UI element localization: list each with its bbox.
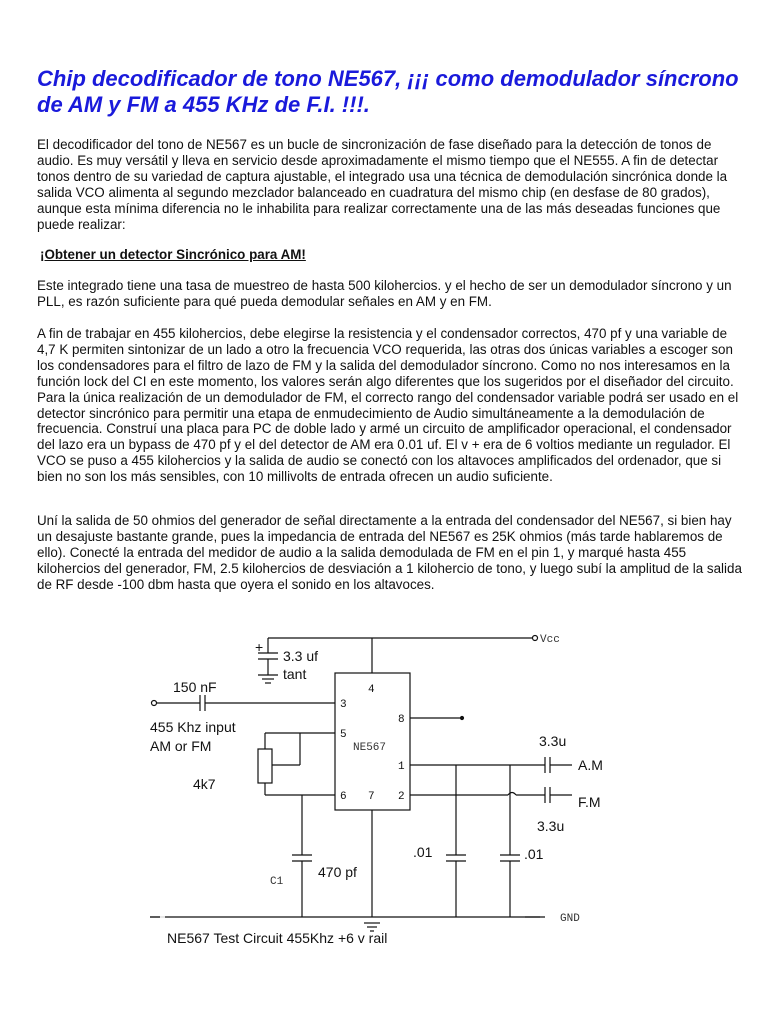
output-cap-am-value: 3.3u (539, 733, 567, 749)
pin-7-label: 7 (368, 791, 375, 803)
vcc-label: Vcc (540, 634, 560, 646)
chip-label: NE567 (353, 742, 387, 754)
paragraph-sample-rate: Este integrado tiene una tasa de muestreo de hasta 500 kilohercios. y el hecho de ser un demodulador síncrono y un PLL, es razón suficiente para qué pueda demodular señales en AM y en FM. (37, 278, 732, 309)
tant-plus-sign: + (255, 639, 264, 655)
c1-name: C1 (270, 876, 284, 888)
input-cap-value: 150 nF (173, 679, 217, 695)
paragraph-intro: El decodificador del tono de NE567 es un bucle de sincronización de fase diseñado para la detección de tonos de audio. Es muy versátil y lleva en servicio desde aproximadamente el mismo tiempo que el NE555. A fin de detectar tonos dentro de su variedad de captura ajustable, el integrado usa una técnica de demodulación sincrónica donde la salida VCO alimenta al segundo mezclador balanceado en cuadratura del mismo chip (en desfase de 80 grados), aunque esta mínima diferencia no le inhabilita para realizar correctamente una de las más deseadas funciones que puede realizar: (37, 137, 728, 232)
paragraph-455khz: A fin de trabajar en 455 kilohercios, debe elegirse la resistencia y el condensador correctos, 470 pf y una variable de 4,7 K permiten sintonizar de un lado a otro la frecuencia VCO requerida, las otras dos únicas variables a escoger son los condensadores para el filtro de lazo de FM y la salida del demodulador síncrono. Como no nos interesamos en la función lock del CI en este momento, los valores serán algo diferentes que los sugeridos por el diseñador del circuito. Para la única realización de un demodulador de FM, el correcto rango del condensador variable podrá ser usado en el detector sincrónico para permitir una etapa de enmudecimiento de Audio simultáneamente a la demodulación de frecuencia. Construí una placa para PC de doble lado y armé un circuito de amplificador operacional, el condensador del lazo era un bypass de 470 pf y el del detector de AM era 0.01 uf. El v + era de 6 voltios mediante un regulador. El VCO se puso a 455 kilohercios y la salida de audio se conectó con los altavoces amplificados del ordenador, que si bien no son los más sensibles, con 10 millivolts de entrada ofrecen un audio suficiente. (37, 326, 739, 485)
pot-value: 4k7 (193, 776, 216, 792)
cap-a-value: .01 (413, 844, 433, 860)
output-fm-label: F.M (578, 794, 601, 810)
input-label-freq: 455 Khz input (150, 719, 236, 735)
pin-2-label: 2 (398, 791, 405, 803)
gnd-label: GND (560, 913, 580, 925)
pin-6-label: 6 (340, 791, 347, 803)
pin-5-label: 5 (340, 729, 347, 741)
output-am-label: A.M (578, 757, 603, 773)
tant-cap-label: tant (283, 666, 307, 682)
ne567-circuit-diagram (0, 605, 768, 1024)
document-title: Chip decodificador de tono NE567, ¡¡¡ como demodulador síncrono de AM y FM a 455 KHz de F.I. !!!. (37, 66, 739, 117)
paragraph-test: Uní la salida de 50 ohmios del generador de señal directamente a la entrada del condensador del NE567, si bien hay un desajuste bastante grande, pues la impedancia de entrada del NE567 es 25K ohmios (más tarde hablaremos de ello). Conecté la entrada del medidor de audio a la salida demodulada de FM en el pin 1, y marqué hasta 455 kilohercios del generador, FM, 2.5 kilohercios de desviación a 1 kilohercio de tono, y luego subí la amplitud de la salida de RF desde -100 dbm hasta que oyera el sonido en los altavoces. (37, 513, 742, 592)
cap-b-value: .01 (524, 846, 544, 862)
pin-3-label: 3 (340, 699, 347, 711)
output-cap-fm-value: 3.3u (537, 818, 565, 834)
tant-cap-value: 3.3 uf (283, 648, 319, 664)
input-label-mode: AM or FM (150, 738, 212, 754)
pin-1-label: 1 (398, 761, 405, 773)
circuit-caption: NE567 Test Circuit 455Khz +6 v rail (167, 930, 388, 946)
section-heading: ¡Obtener un detector Sincrónico para AM! (40, 247, 306, 262)
pin-4-label: 4 (368, 684, 375, 696)
pin-8-label: 8 (398, 714, 405, 726)
c1-value: 470 pf (318, 864, 357, 880)
